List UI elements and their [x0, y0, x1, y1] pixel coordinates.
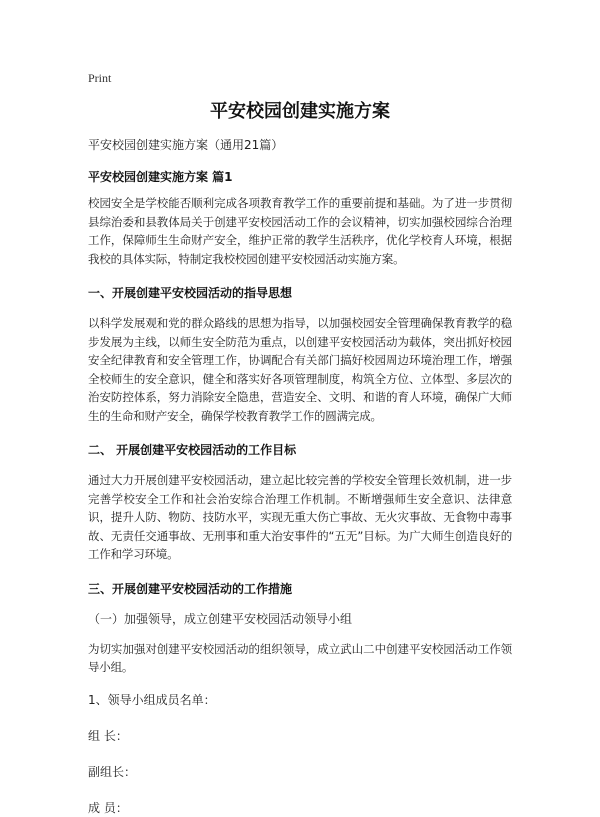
intro-paragraph: 校园安全是学校能否顺利完成各项教育教学工作的重要前提和基础。为了进一步贯彻县综治委和县教体局关于创建平安校园活动工作的会议精神，切实加强校园综合治理工作，保障师生生命财产安全，维护正常的教学生活秩序，优化学校育人环境，根据我校的具体实际，特制定我校校园创建平安校园活动实施方案。 — [88, 196, 512, 266]
document-title: 平安校园创建实施方案 — [210, 101, 390, 122]
deputy-leader-label: 副组长： — [88, 764, 137, 779]
section-heading-work-measures: 三、开展创建平安校园活动的工作措施 — [88, 581, 293, 596]
section-paragraph-leadership: 为切实加强对创建平安校园活动的组织领导，成立武山二中创建平安校园活动工作领导小组。 — [88, 641, 512, 674]
members-intro: 1、领导小组成员名单： — [88, 692, 216, 707]
document-subtitle: 平安校园创建实施方案（通用21篇） — [88, 138, 284, 152]
section-paragraph-work-goals: 通过大力开展创建平安校园活动，建立起比较完善的学校安全管理长效机制，进一步完善学校安全工作和社会治安综合治理工作机制。不断增强师生安全意识、法律意识，提升人防、物防、技防水平，实现无重大伤亡事故、无火灾事故、无食物中毒事故、无责任交通事故、无刑事和重大治安事件的“五无”目标。为广大师生创造良好的工作和学习环境。 — [88, 473, 512, 561]
section-heading-work-goals: 二、 开展创建平安校园活动的工作目标 — [88, 443, 297, 457]
part-heading: 平安校园创建实施方案 篇1 — [88, 170, 233, 184]
print-link[interactable]: Print — [88, 71, 112, 85]
section-heading-guiding-ideology: 一、开展创建平安校园活动的指导思想 — [88, 286, 293, 300]
section-paragraph-guiding-ideology: 以科学发展观和党的群众路线的思想为指导，以加强校园安全管理确保教育教学的稳步发展为主线，以师生安全防范为重点，以创建平安校园活动为载体，突出抓好校园安全纪律教育和安全管理工作，协调配合有关部门搞好校园周边环境治理工作，增强全校师生的安全意识，健全和落实好各项管理制度，构筑全方位、立体型、多层次的治安防控体系，努力消除安全隐患，营造安全、文明、和谐的育人环境，确保广大师生的生命和财产安全，确保学校教育教学工作的圆满完成。 — [88, 316, 512, 423]
member-label: 成 员： — [88, 800, 128, 815]
section-subheading-leadership: （一）加强领导，成立创建平安校园活动领导小组 — [88, 611, 353, 626]
leader-label: 组 长： — [88, 728, 128, 743]
